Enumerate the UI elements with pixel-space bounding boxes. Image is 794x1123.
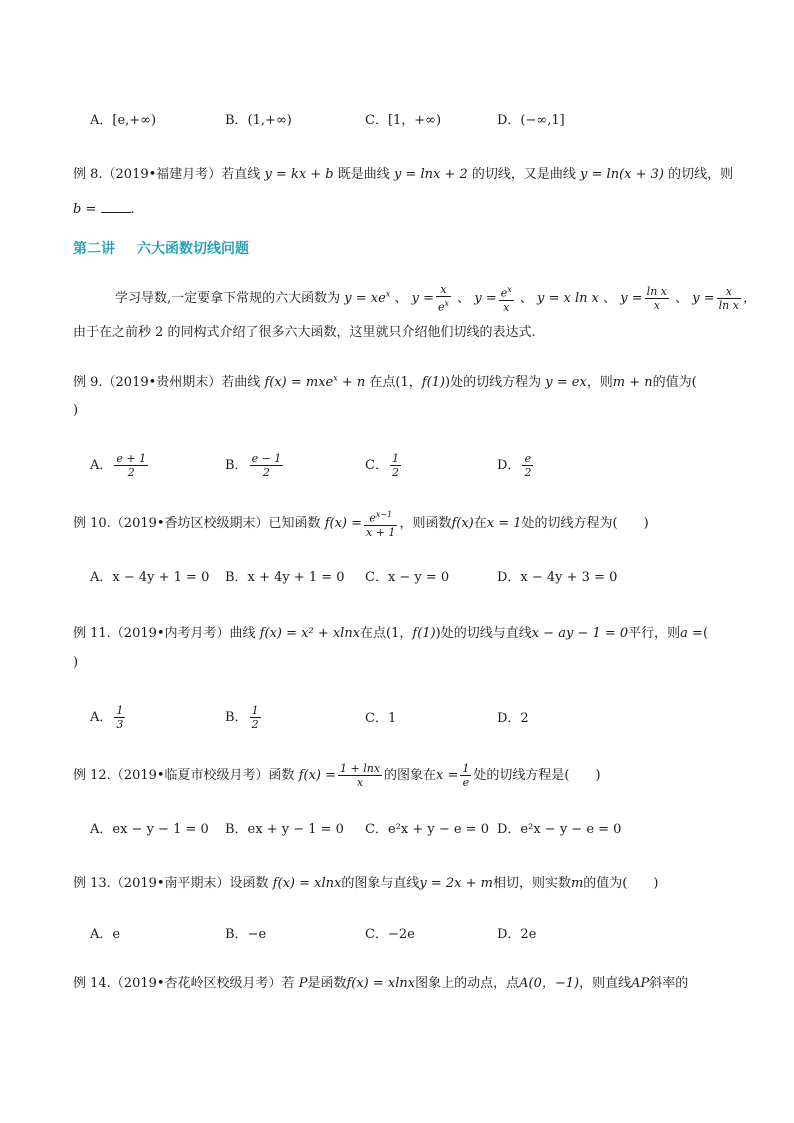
- example-11-option-c: C．1: [365, 711, 397, 726]
- example-11-option-d: D．2: [497, 711, 529, 726]
- example-9-option-c: [365, 452, 403, 479]
- example-9-curve-tail: + n: [337, 375, 366, 390]
- example-9-tangent: y = ex: [545, 375, 587, 390]
- example-13-function: f(x) = xlnx: [272, 876, 342, 891]
- function-3: y = $\frac{e^x}{x}$: [474, 285, 512, 314]
- fraction-denominator: x + 1: [366, 525, 396, 539]
- section-title: 六大函数切线问题: [137, 241, 249, 257]
- example-12-label: 例 12.（2019•临夏市校级月考）函数: [73, 768, 295, 783]
- example-14-line-ap: AP: [631, 976, 650, 991]
- separator: 、: [603, 290, 617, 306]
- example-11-variable: a =: [680, 626, 703, 641]
- example-8-text-3: 的切线，则: [668, 167, 734, 182]
- example-12-text: 的图象在: [384, 768, 437, 783]
- function-4: y = x ln x: [537, 290, 599, 306]
- option-numerator: 1: [251, 704, 259, 717]
- option-denominator: 2: [262, 466, 270, 479]
- example-9-option-d: [497, 452, 535, 479]
- example-13-question: [73, 872, 721, 891]
- example-9-option-b: [225, 452, 285, 479]
- option-numerator: e + 1: [116, 452, 147, 465]
- example-12-function: f(x) =: [298, 768, 337, 783]
- example-8-text-2: 的切线，又是曲线: [471, 167, 576, 182]
- intro-paragraph-line-1: [115, 283, 756, 314]
- option-denominator: 3: [116, 718, 124, 731]
- example-9-text: 在点(1，: [369, 375, 422, 390]
- example-8-line-equation: y = kx + b: [264, 167, 334, 182]
- fraction-numerator: 1 + lnx: [340, 762, 381, 775]
- function-1-base: y = xe: [344, 290, 386, 306]
- fraction-denominator: e: [462, 776, 470, 789]
- intro-paragraph-line-2: 由于在之前秒 2 的同构式介绍了很多六大函数，这里就只介绍他们切线的表达式.: [73, 325, 536, 340]
- fraction-numerator: 1: [462, 762, 470, 775]
- example-8-label: 例 8.（2019•福建月考）若直线: [73, 167, 261, 182]
- intro-text: 学习导数,一定要拿下常规的六大函数为: [115, 290, 341, 306]
- example-9-option-a: [90, 452, 150, 479]
- separator: 、: [394, 290, 408, 306]
- q7-option-b: B．(1,+∞): [225, 113, 292, 128]
- example-10-option-b: B．x + 4y + 1 = 0: [225, 570, 345, 585]
- example-10-fraction: [364, 508, 397, 539]
- example-11-point: f(1): [412, 626, 436, 641]
- example-10-option-d: D．x − 4y + 3 = 0: [497, 570, 618, 585]
- example-11-curve: f(x) = x² + xlnx: [259, 626, 361, 641]
- function-2: y = $\frac{x}{e^x}$: [411, 283, 450, 314]
- example-8-answer-line: [73, 200, 721, 217]
- option-label: A．: [90, 710, 113, 725]
- example-8-question: [73, 163, 734, 182]
- option-label: C．: [365, 458, 388, 473]
- example-10-text-2: 在: [473, 515, 487, 531]
- example-12-option-b: B．ex + y − 1 = 0: [225, 822, 344, 837]
- example-12-option-d: D．e²x − y − e = 0: [497, 822, 622, 837]
- example-14-text-3: ，则直线: [579, 976, 632, 991]
- option-label: D．: [497, 458, 521, 473]
- example-11-line: x − ay − 1 = 0: [531, 626, 629, 641]
- example-9-sum: m + n: [612, 375, 653, 390]
- example-12-text-2: 处的切线方程是( ): [473, 768, 601, 783]
- example-14-function: f(x) = xlnx: [346, 976, 416, 991]
- example-11-text-3: 平行，则: [628, 626, 681, 641]
- function-6: y = $\frac{x}{\text{ln x}}$ ，: [692, 284, 756, 312]
- example-14-text-4: 斜率的: [649, 976, 689, 991]
- function-5: y = $\frac{\text{ln x}}{x}$: [620, 284, 667, 312]
- example-11-text-2: )处的切线与直线: [435, 626, 532, 641]
- example-12-fraction: [338, 762, 382, 789]
- example-12-option-a: A．ex − y − 1 = 0: [90, 822, 209, 837]
- example-10-label: 例 10.（2019•香坊区校级期末）已知函数: [73, 515, 321, 531]
- example-13-text-2: 相切，则实数: [492, 876, 571, 891]
- example-10-text-3: 处的切线方程为( ): [521, 515, 649, 531]
- example-14-point-p: P: [298, 976, 308, 991]
- example-9-text-4: 的值为(: [652, 375, 697, 390]
- function-1-exponent: x: [385, 289, 391, 299]
- example-13-text: 的图象与直线: [341, 876, 420, 891]
- example-11-text-4: (: [702, 626, 709, 641]
- example-10-question: [73, 508, 721, 539]
- example-13-option-c: C．−2e: [365, 927, 415, 942]
- example-11-close-paren: ): [73, 655, 79, 670]
- example-8-answer-prefix: b =: [73, 202, 97, 217]
- option-numerator: e − 1: [251, 452, 282, 465]
- option-numerator: 1: [116, 704, 124, 717]
- example-9-label: 例 9.（2019•贵州期末）若曲线: [73, 375, 261, 390]
- section-heading: [73, 238, 249, 258]
- example-13-text-3: 的值为( ): [583, 876, 659, 891]
- function-1: [344, 291, 390, 306]
- example-12-x-fraction: [460, 762, 471, 789]
- example-9-curve: [264, 375, 365, 390]
- option-label: A．: [90, 458, 113, 473]
- option-denominator: 2: [524, 466, 532, 479]
- example-14-text: 是函数: [307, 976, 347, 991]
- separator: 、: [675, 290, 689, 306]
- example-12-option-c: C．e²x + y − e = 0: [365, 822, 489, 837]
- separator: 、: [457, 290, 471, 306]
- example-11-text: 在点(1，: [360, 626, 413, 641]
- example-8-answer-suffix: .: [130, 202, 135, 217]
- fraction-exponent: x−1: [375, 510, 393, 519]
- option-denominator: 2: [391, 466, 399, 479]
- fraction-denominator: x: [356, 776, 364, 789]
- option-numerator: e: [522, 452, 533, 466]
- example-11-option-a: [90, 704, 127, 731]
- example-10-text: ，则函数: [399, 515, 452, 531]
- example-11-option-b: [225, 704, 263, 731]
- example-11-question: [73, 622, 721, 641]
- example-8-curve-1: y = lnx + 2: [393, 167, 468, 182]
- example-13-variable: m: [570, 876, 584, 891]
- option-numerator: 1: [391, 452, 399, 465]
- option-label: B．: [225, 458, 248, 473]
- example-14-text-2: 图象上的动点，点: [415, 976, 520, 991]
- example-14-point-a: A(0，−1): [519, 976, 580, 991]
- option-label: B．: [225, 710, 248, 725]
- example-10-option-c: C．x − y = 0: [365, 570, 450, 585]
- example-9-text-2: )处的切线方程为: [445, 375, 542, 390]
- example-12-x-eq: x =: [436, 768, 459, 783]
- example-9-question: [73, 371, 721, 390]
- q7-option-d: D．(−∞,1]: [497, 113, 565, 128]
- answer-blank: [101, 200, 131, 213]
- example-13-line: y = 2x + m: [419, 876, 493, 891]
- example-8-text: 既是曲线: [337, 167, 390, 182]
- example-9-close-paren: ): [73, 403, 79, 418]
- option-denominator: 2: [127, 466, 135, 479]
- example-9-curve-base: f(x) = mxe: [264, 375, 334, 390]
- example-13-option-b: B．−e: [225, 927, 267, 942]
- fraction-numerator: e: [369, 511, 376, 525]
- example-8-curve-2: y = ln(x + 3): [580, 167, 664, 182]
- example-13-label: 例 13.（2019•南平期末）设函数: [73, 876, 269, 891]
- q7-option-a: A．[e,+∞): [90, 113, 157, 128]
- section-number: 第二讲: [73, 241, 115, 257]
- separator: 、: [519, 290, 533, 306]
- example-14-label: 例 14.（2019•杏花岭区校级月考）若: [73, 976, 295, 991]
- example-9-curve-exponent: x: [333, 373, 338, 383]
- example-9-point: f(1): [421, 375, 445, 390]
- example-10-option-a: A．x − 4y + 1 = 0: [90, 570, 210, 585]
- example-11-label: 例 11.（2019•内考月考）曲线: [73, 626, 256, 641]
- example-12-question: [73, 762, 721, 789]
- option-denominator: 2: [251, 718, 259, 731]
- example-10-function: f(x) =: [324, 515, 363, 531]
- example-10-x-value: x = 1: [486, 515, 522, 531]
- example-10-function-ref: f(x): [451, 515, 474, 531]
- q7-option-c: C．[1，+∞): [365, 113, 442, 128]
- example-14-question: [73, 972, 721, 991]
- example-9-text-3: ，则: [586, 375, 613, 390]
- example-13-option-d: D．2e: [497, 927, 537, 942]
- example-13-option-a: A．e: [90, 927, 121, 942]
